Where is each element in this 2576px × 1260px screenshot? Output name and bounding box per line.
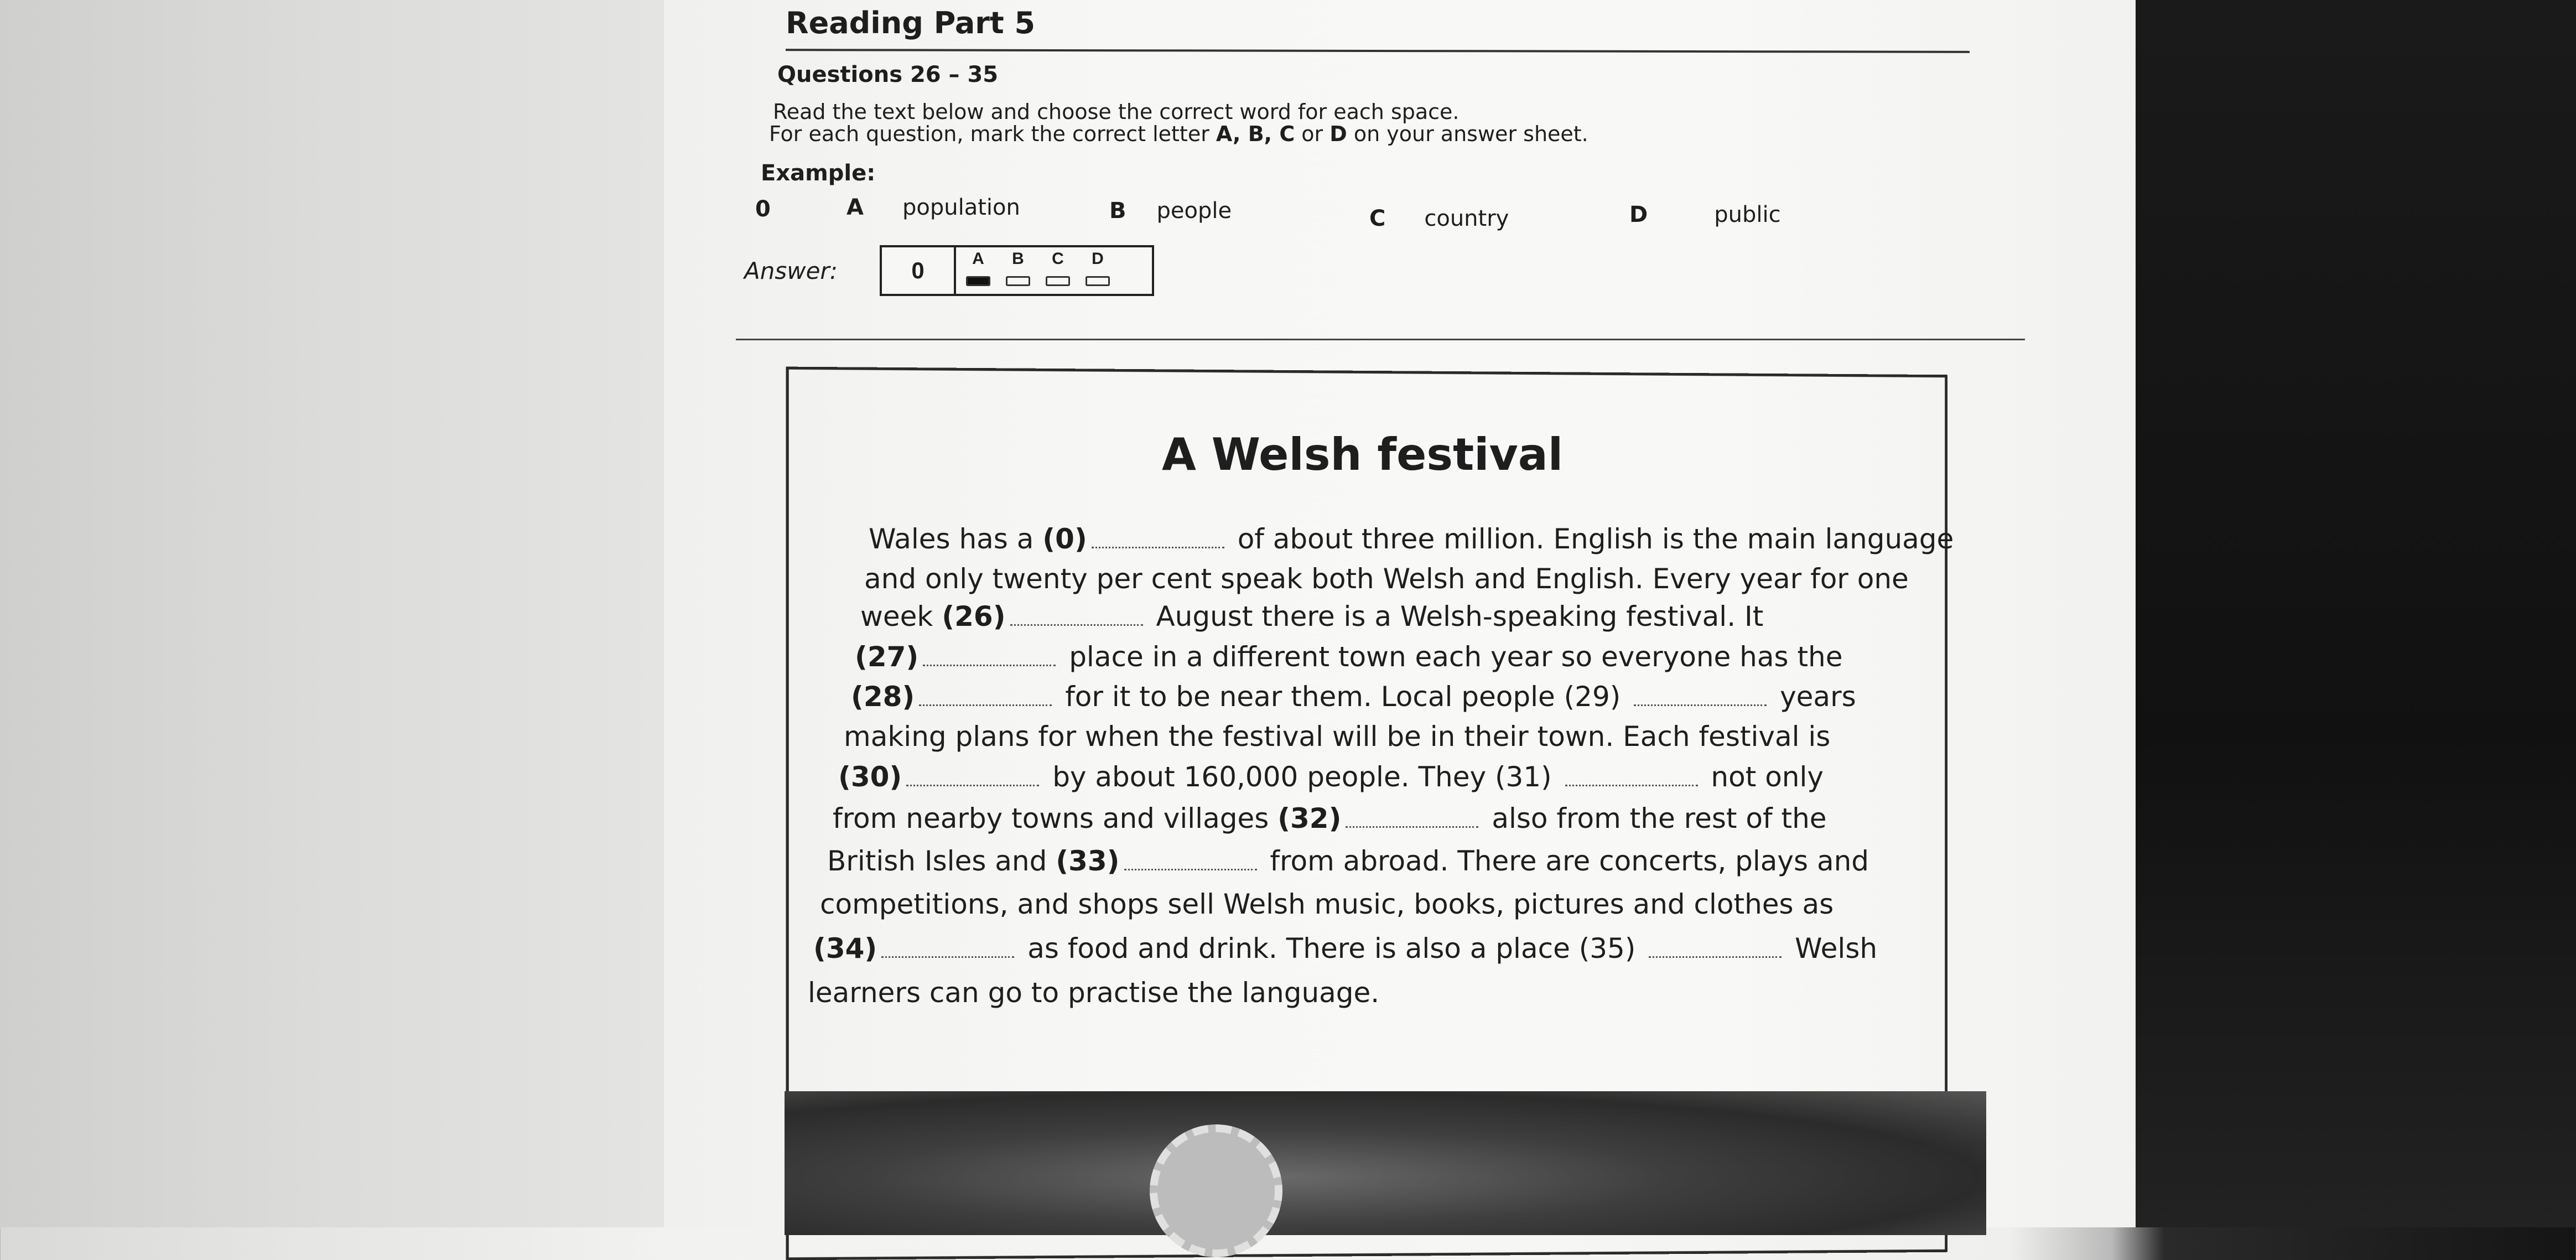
passage-line-8: from nearby towns and villages (32) also from the rest of the xyxy=(833,802,1827,834)
answer-letter-c: C xyxy=(1052,250,1064,268)
answer-box xyxy=(880,245,1154,296)
answer-bubble-b xyxy=(1006,276,1030,286)
festival-photo xyxy=(785,1091,1986,1235)
passage-line-11: (34) as food and drink. There is also a place (35) Welsh xyxy=(813,932,1878,965)
answer-letter-b: B xyxy=(1012,250,1024,268)
passage-line-9: British Isles and (33) from abroad. There are concerts, plays and xyxy=(827,845,1869,877)
example-option-d: D public xyxy=(1629,202,1781,227)
answer-letter-a: A xyxy=(972,250,984,268)
answer-bubble-c xyxy=(1046,276,1070,286)
example-label: Example: xyxy=(761,160,876,186)
passage-line-7: (30) by about 160,000 people. They (31) not only xyxy=(838,761,1824,793)
passage-line-1: Wales has a (0) of about three million. English is the main language xyxy=(869,523,1954,555)
sun-emblem-icon xyxy=(1150,1124,1282,1257)
section-divider xyxy=(736,339,2025,340)
passage-line-2: and only twenty per cent speak both Welsh and English. Every year for one xyxy=(864,563,1909,595)
instruction-line-1: Read the text below and choose the correct word for each space. xyxy=(773,100,1460,124)
passage-title: A Welsh festival xyxy=(1162,429,1564,480)
questions-range: Questions 26 – 35 xyxy=(777,62,999,87)
passage-line-4: (27) place in a different town each year so everyone has the xyxy=(855,641,1843,673)
instruction-line-2: For each question, mark the correct letter A, B, C or D on your answer sheet. xyxy=(769,122,1588,146)
example-number: 0 xyxy=(755,196,771,222)
background-dark xyxy=(2136,0,2576,1227)
passage-line-5: (28) for it to be near them. Local people (29) years xyxy=(851,681,1856,713)
passage-line-6: making plans for when the festival will be in their town. Each festival is xyxy=(844,720,1831,753)
answer-label: Answer: xyxy=(744,257,838,284)
passage-line-10: competitions, and shops sell Welsh music, books, pictures and clothes as xyxy=(820,888,1834,920)
section-title: Reading Part 5 xyxy=(786,6,1036,40)
answer-letter-d: D xyxy=(1092,250,1104,268)
answer-number: 0 xyxy=(882,247,956,294)
answer-bubble-a xyxy=(966,276,990,286)
answer-bubble-d xyxy=(1086,276,1110,286)
example-option-a: A population xyxy=(846,195,1020,220)
example-option-c: C country xyxy=(1369,206,1509,231)
left-page xyxy=(0,0,669,1227)
passage-line-3: week (26) August there is a Welsh-speaking festival. It xyxy=(860,600,1764,632)
passage-line-12: learners can go to practise the language. xyxy=(808,977,1380,1009)
example-option-b: B people xyxy=(1109,198,1232,224)
